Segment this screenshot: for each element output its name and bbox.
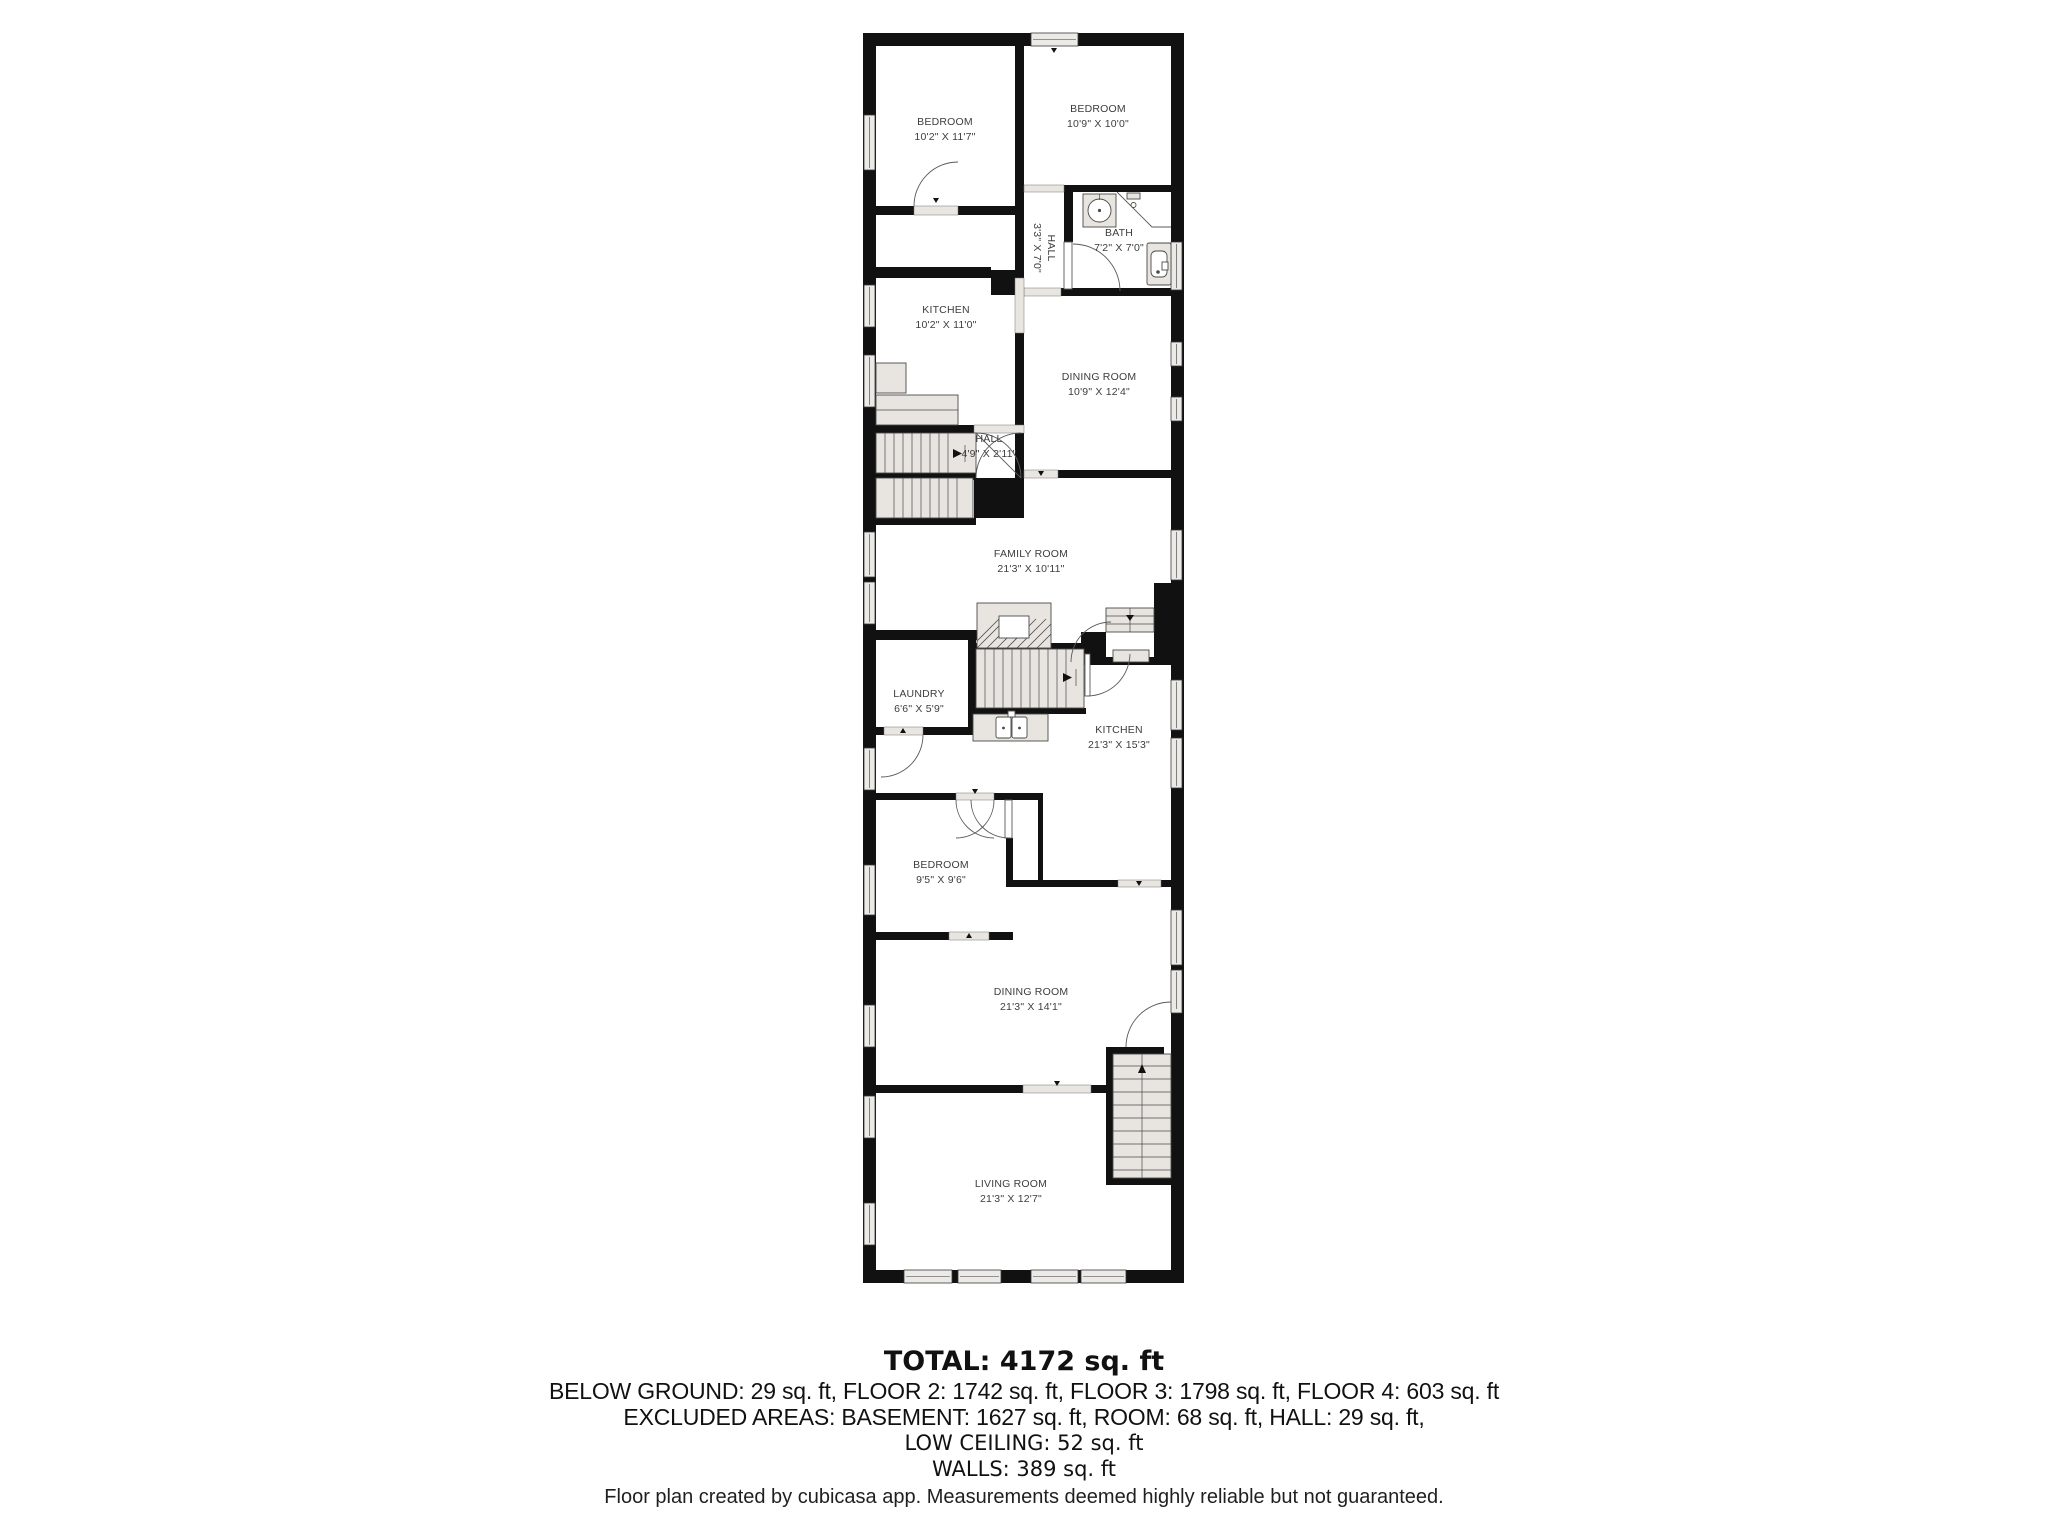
svg-text:21'3" X 12'7": 21'3" X 12'7" bbox=[980, 1193, 1042, 1205]
svg-text:LAUNDRY: LAUNDRY bbox=[893, 688, 945, 700]
toilet bbox=[1147, 243, 1171, 285]
svg-text:10'2" X 11'0": 10'2" X 11'0" bbox=[915, 319, 977, 331]
entry-steps bbox=[1106, 608, 1154, 662]
kitchen-upper-counters bbox=[876, 363, 958, 425]
svg-text:21'3" X 15'3": 21'3" X 15'3" bbox=[1088, 739, 1150, 751]
svg-text:HALL: HALL bbox=[1045, 234, 1057, 262]
svg-text:BEDROOM: BEDROOM bbox=[913, 859, 969, 871]
room-label-dining-upper bbox=[1062, 371, 1137, 398]
svg-text:DINING ROOM: DINING ROOM bbox=[1061, 371, 1137, 383]
svg-text:3'3" X 7'0": 3'3" X 7'0" bbox=[1031, 223, 1043, 273]
svg-text:10'9" X 10'0": 10'9" X 10'0" bbox=[1067, 118, 1129, 130]
staircase-living bbox=[1113, 1054, 1171, 1178]
footer-credit: Floor plan created by cubicasa app. Measurements deemed highly reliable but not guaranteed. bbox=[604, 1486, 1444, 1508]
room-label-laundry bbox=[893, 688, 944, 715]
svg-text:9'5" X 9'6": 9'5" X 9'6" bbox=[916, 874, 966, 886]
area-summary bbox=[0, 1346, 2048, 1482]
svg-text:6'6" X 5'9": 6'6" X 5'9" bbox=[894, 703, 944, 715]
room-label-kitchen-main bbox=[1088, 724, 1150, 751]
kitchen-sink-counter bbox=[973, 711, 1048, 741]
svg-text:BEDROOM: BEDROOM bbox=[917, 116, 973, 128]
room-label-kitchen-upper bbox=[915, 304, 976, 331]
svg-text:BEDROOM: BEDROOM bbox=[1070, 103, 1126, 115]
staircase-kitchen bbox=[976, 649, 1084, 708]
fireplace bbox=[977, 603, 1051, 648]
room-label-bath bbox=[1094, 227, 1144, 254]
excluded-areas-text: EXCLUDED AREAS: BASEMENT: 1627 sq. ft, ROOM: 68 sq. ft, HALL: 29 sq. ft, bbox=[623, 1404, 1425, 1430]
svg-text:10'2" X 11'7": 10'2" X 11'7" bbox=[914, 131, 976, 143]
svg-text:21'3" X 10'11": 21'3" X 10'11" bbox=[997, 563, 1065, 575]
room-label-bedroom-upper-right bbox=[1067, 103, 1129, 130]
bath-sink bbox=[1083, 194, 1116, 227]
room-label-bedroom-upper-left bbox=[914, 116, 975, 143]
room-label-family-room bbox=[994, 548, 1068, 575]
staircase-hall-lower bbox=[876, 478, 973, 518]
low-ceiling-text: LOW CEILING: 52 sq. ft bbox=[904, 1431, 1144, 1455]
room-label-dining-main bbox=[994, 986, 1069, 1013]
svg-text:21'3" X 14'1": 21'3" X 14'1" bbox=[1000, 1001, 1062, 1013]
room-label-hall-upper bbox=[1031, 223, 1057, 273]
floor-plan-svg bbox=[861, 30, 1185, 1286]
svg-text:KITCHEN: KITCHEN bbox=[1095, 724, 1143, 736]
walls-area-text: WALLS: 389 sq. ft bbox=[931, 1457, 1117, 1481]
room-label-living-room bbox=[975, 1178, 1047, 1205]
floor-plan bbox=[861, 30, 1185, 1286]
svg-text:FAMILY ROOM: FAMILY ROOM bbox=[993, 548, 1069, 560]
svg-text:DINING ROOM: DINING ROOM bbox=[993, 986, 1069, 998]
total-area-text: TOTAL: 4172 sq. ft bbox=[883, 1346, 1165, 1377]
svg-text:4'9" X 2'11": 4'9" X 2'11" bbox=[961, 448, 1017, 460]
svg-text:10'9" X 12'4": 10'9" X 12'4" bbox=[1068, 386, 1130, 398]
svg-text:LIVING ROOM: LIVING ROOM bbox=[974, 1178, 1048, 1190]
svg-text:BATH: BATH bbox=[1104, 227, 1134, 239]
svg-text:HALL: HALL bbox=[975, 433, 1003, 445]
svg-text:7'2" X 7'0": 7'2" X 7'0" bbox=[1094, 242, 1144, 254]
svg-text:KITCHEN: KITCHEN bbox=[922, 304, 970, 316]
floor-areas-text: BELOW GROUND: 29 sq. ft, FLOOR 2: 1742 sq. ft, FLOOR 3: 1798 sq. ft, FLOOR 4: 603 sq. ft bbox=[548, 1378, 1500, 1404]
room-label-bedroom-mid bbox=[913, 859, 969, 886]
shower bbox=[1117, 192, 1171, 227]
